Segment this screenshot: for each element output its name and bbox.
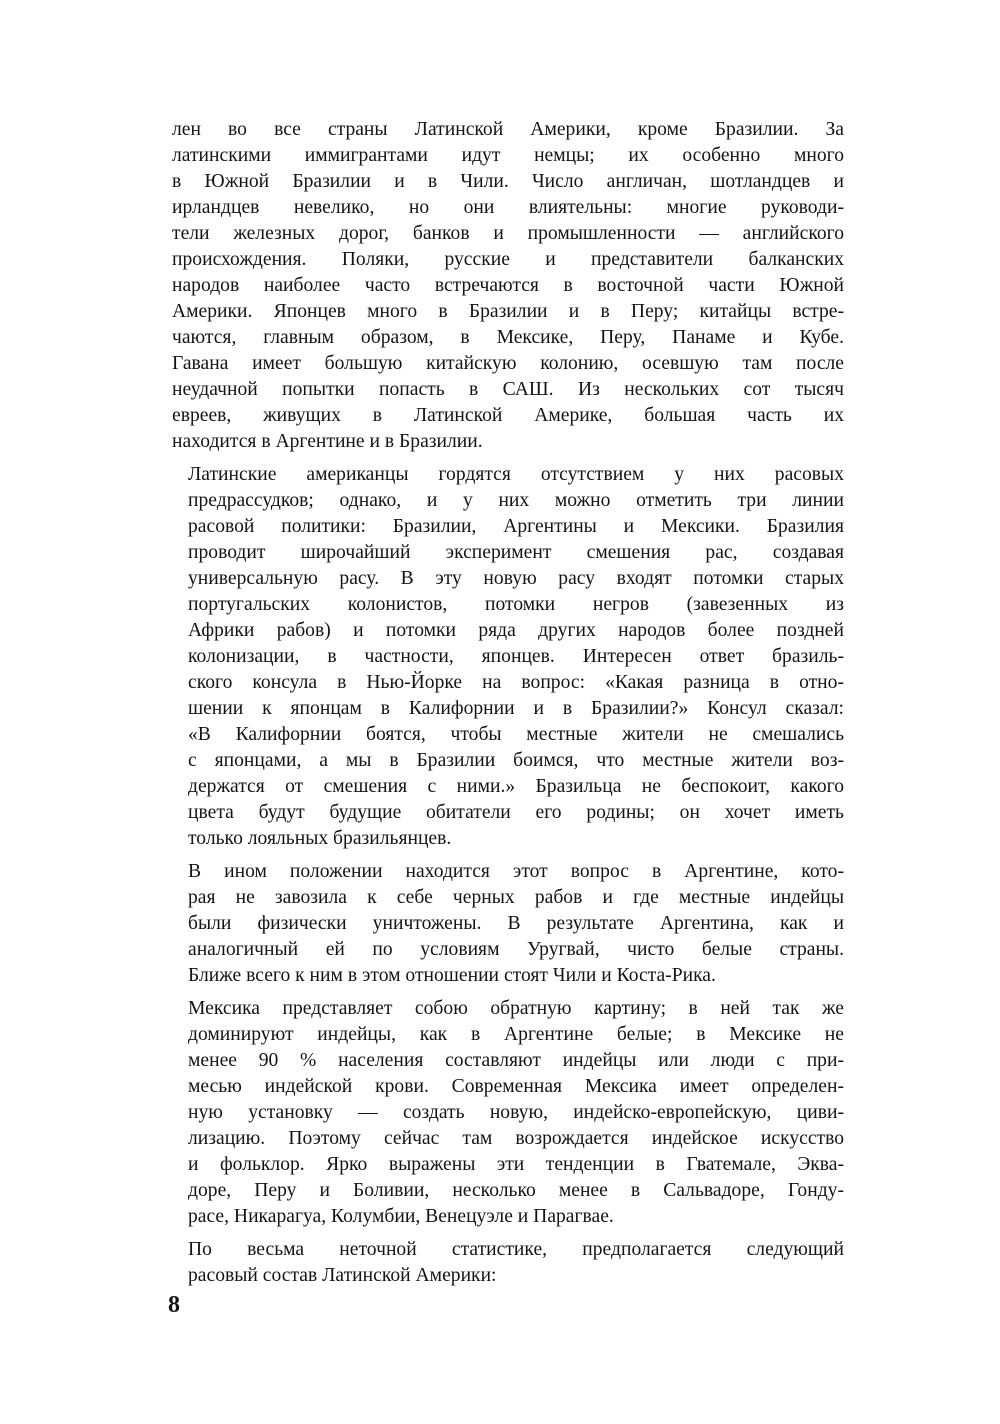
text-line: ную установку — создать новую, индейско-европейскую, циви-: [188, 1102, 844, 1123]
text-line: народов наиболее часто встречаются в восточной части Южной: [172, 275, 844, 296]
paragraph-5: [172, 1237, 844, 1289]
text-line: По весьма неточной статистике, предполагается следующий: [188, 1239, 844, 1260]
text-line: тели железных дорог, банков и промышленности — английского: [172, 223, 844, 244]
text-line: португальских колонистов, потомки негров (завезенных из: [188, 594, 844, 615]
text-line: в Южной Бразилии и в Чили. Число англичан, шотландцев и: [172, 171, 844, 192]
text-line: месью индейской крови. Современная Мексика имеет определен-: [188, 1076, 844, 1097]
text-line: аналогичный ей по условиям Уругвай, чисто белые страны.: [188, 939, 844, 960]
text-line: неудачной попытки попасть в САШ. Из нескольких сот тысяч: [172, 379, 844, 400]
text-line: Ближе всего к ним в этом отношении стоят Чили и Коста-Рика.: [188, 965, 716, 986]
text-line: колонизации, в частности, японцев. Интересен ответ бразиль-: [188, 646, 844, 667]
text-line: евреев, живущих в Латинской Америке, большая часть их: [172, 405, 844, 426]
text-line: цвета будут будущие обитатели его родины; он хочет иметь: [188, 802, 844, 823]
text-line: были физически уничтожены. В результате Аргентина, как и: [188, 913, 844, 934]
text-line: только лояльных бразильянцев.: [188, 828, 452, 849]
text-line: «В Калифорнии боятся, чтобы местные жители не смешались: [188, 724, 844, 745]
text-line: расовой политики: Бразилии, Аргентины и Мексики. Бразилия: [188, 516, 844, 537]
text-column: [172, 117, 844, 1296]
text-line: рая не завозила к себе черных рабов и где местные индейцы: [188, 887, 844, 908]
text-line: универсальную расу. В эту новую расу входят потомки старых: [188, 568, 844, 589]
text-line: Латинские американцы гордятся отсутствием у них расовых: [188, 464, 844, 485]
text-line: находится в Аргентине и в Бразилии.: [172, 431, 483, 452]
text-line: ирландцев невелико, но они влиятельны: многие руководи-: [172, 197, 844, 218]
text-line: расе, Никарагуа, Колумбии, Венецуэле и Парагвае.: [188, 1206, 614, 1227]
text-line: с японцами, а мы в Бразилии боимся, что местные жители воз-: [188, 750, 844, 771]
text-line: Америки. Японцев много в Бразилии и в Перу; китайцы встре-: [172, 301, 844, 322]
text-line: менее 90 % населения составляют индейцы или люди с при-: [188, 1050, 844, 1071]
paragraph-3: [172, 859, 844, 989]
text-line: лен во все страны Латинской Америки, кроме Бразилии. За: [172, 119, 844, 140]
text-line: доминируют индейцы, как в Аргентине белые; в Мексике не: [188, 1024, 844, 1045]
text-line: чаются, главным образом, в Мексике, Перу, Панаме и Кубе.: [172, 327, 844, 348]
paragraph-1: [172, 117, 844, 455]
text-line: и фольклор. Ярко выражены эти тенденции в Гватемале, Эква-: [188, 1154, 844, 1175]
paragraph-4: [172, 996, 844, 1230]
text-line: Гавана имеет большую китайскую колонию, осевшую там после: [172, 353, 844, 374]
page-number: 8: [168, 1292, 180, 1318]
text-line: Африки рабов) и потомки ряда других народов более поздней: [188, 620, 844, 641]
text-line: В ином положении находится этот вопрос в Аргентине, кото-: [188, 861, 844, 882]
text-line: происхождения. Поляки, русские и представители балканских: [172, 249, 844, 270]
text-line: проводит широчайший эксперимент смешения рас, создавая: [188, 542, 844, 563]
text-line: шении к японцам в Калифорнии и в Бразилии?» Консул сказал:: [188, 698, 844, 719]
text-line: доре, Перу и Боливии, несколько менее в Сальвадоре, Гонду-: [188, 1180, 844, 1201]
text-line: держатся от смешения с ними.» Бразильца не беспокоит, какого: [188, 776, 844, 797]
paragraph-2: [172, 462, 844, 852]
text-line: предрассудков; однако, и у них можно отметить три линии: [188, 490, 844, 511]
text-line: ского консула в Нью-Йорке на вопрос: «Какая разница в отно-: [188, 672, 844, 693]
text-line: лизацию. Поэтому сейчас там возрождается индейское искусство: [188, 1128, 844, 1149]
text-line: расовый состав Латинской Америки:: [188, 1265, 497, 1286]
text-line: латинскими иммигрантами идут немцы; их особенно много: [172, 145, 844, 166]
text-line: Мексика представляет собою обратную картину; в ней так же: [188, 998, 844, 1019]
